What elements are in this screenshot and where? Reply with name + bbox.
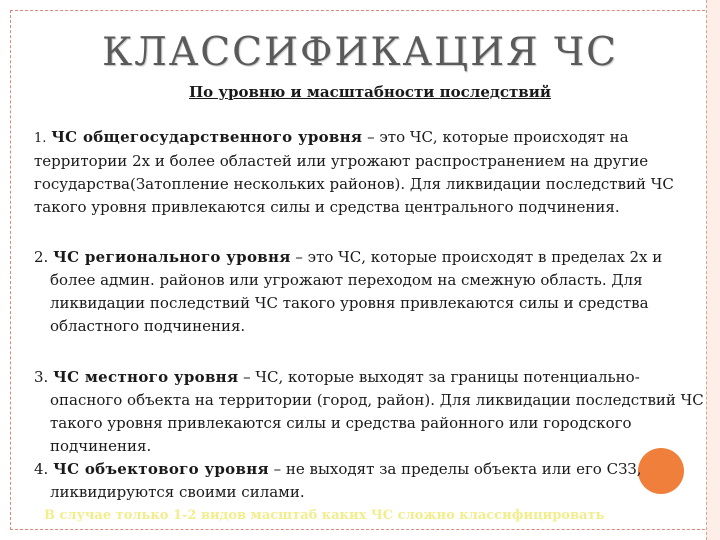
list-item-term: ЧС регионального уровня <box>53 248 291 266</box>
list-item-number: 3. <box>34 368 49 386</box>
list-item-text: – это ЧС, которые происходят на территории 2х и более областей или угрожают распространением на другие государства(Затопление нескольких районов). Для ликвидации последствий ЧС такого уровня привлекаются силы и средства центрального подчинения. <box>34 128 674 216</box>
footer-note: В случае только 1-2 видов масштаб каких ЧС сложно классифицировать <box>44 508 605 523</box>
list-item-1 <box>34 126 704 219</box>
slide-title: КЛАССИФИКАЦИЯ ЧС <box>102 30 618 75</box>
slide-subtitle: По уровню и масштабности последствий <box>189 83 551 101</box>
list-item-text: – ЧС, которые выходят за границы потенциально-опасного объекта на территории (город, район). Для ликвидации последствий ЧС такого уровня привлекаются силы и средства районного или городского подчинения. <box>50 368 704 455</box>
list-item-term: ЧС общегосударственного уровня <box>51 128 363 146</box>
list-item-4 <box>34 458 704 504</box>
list-item-number: 4. <box>34 460 49 478</box>
list-item-text: – не выходят за пределы объекта или его СЗЗ, ликвидируются своими силами. <box>50 460 642 501</box>
list-item-term: ЧС объектового уровня <box>53 460 269 478</box>
list-item-text: – это ЧС, которые происходят в пределах 2х и более админ. районов или угрожают переходом на смежную область. Для ликвидации последствий ЧС такого уровня привлекаются силы и средства областного подчинения. <box>50 248 663 335</box>
list-item-term: ЧС местного уровня <box>53 368 239 386</box>
list-item-3 <box>34 366 704 458</box>
list-item-2 <box>34 246 704 338</box>
decorative-side-strip <box>706 0 720 540</box>
list-item-number: 2. <box>34 248 49 266</box>
list-item-number: 1. <box>34 131 47 146</box>
